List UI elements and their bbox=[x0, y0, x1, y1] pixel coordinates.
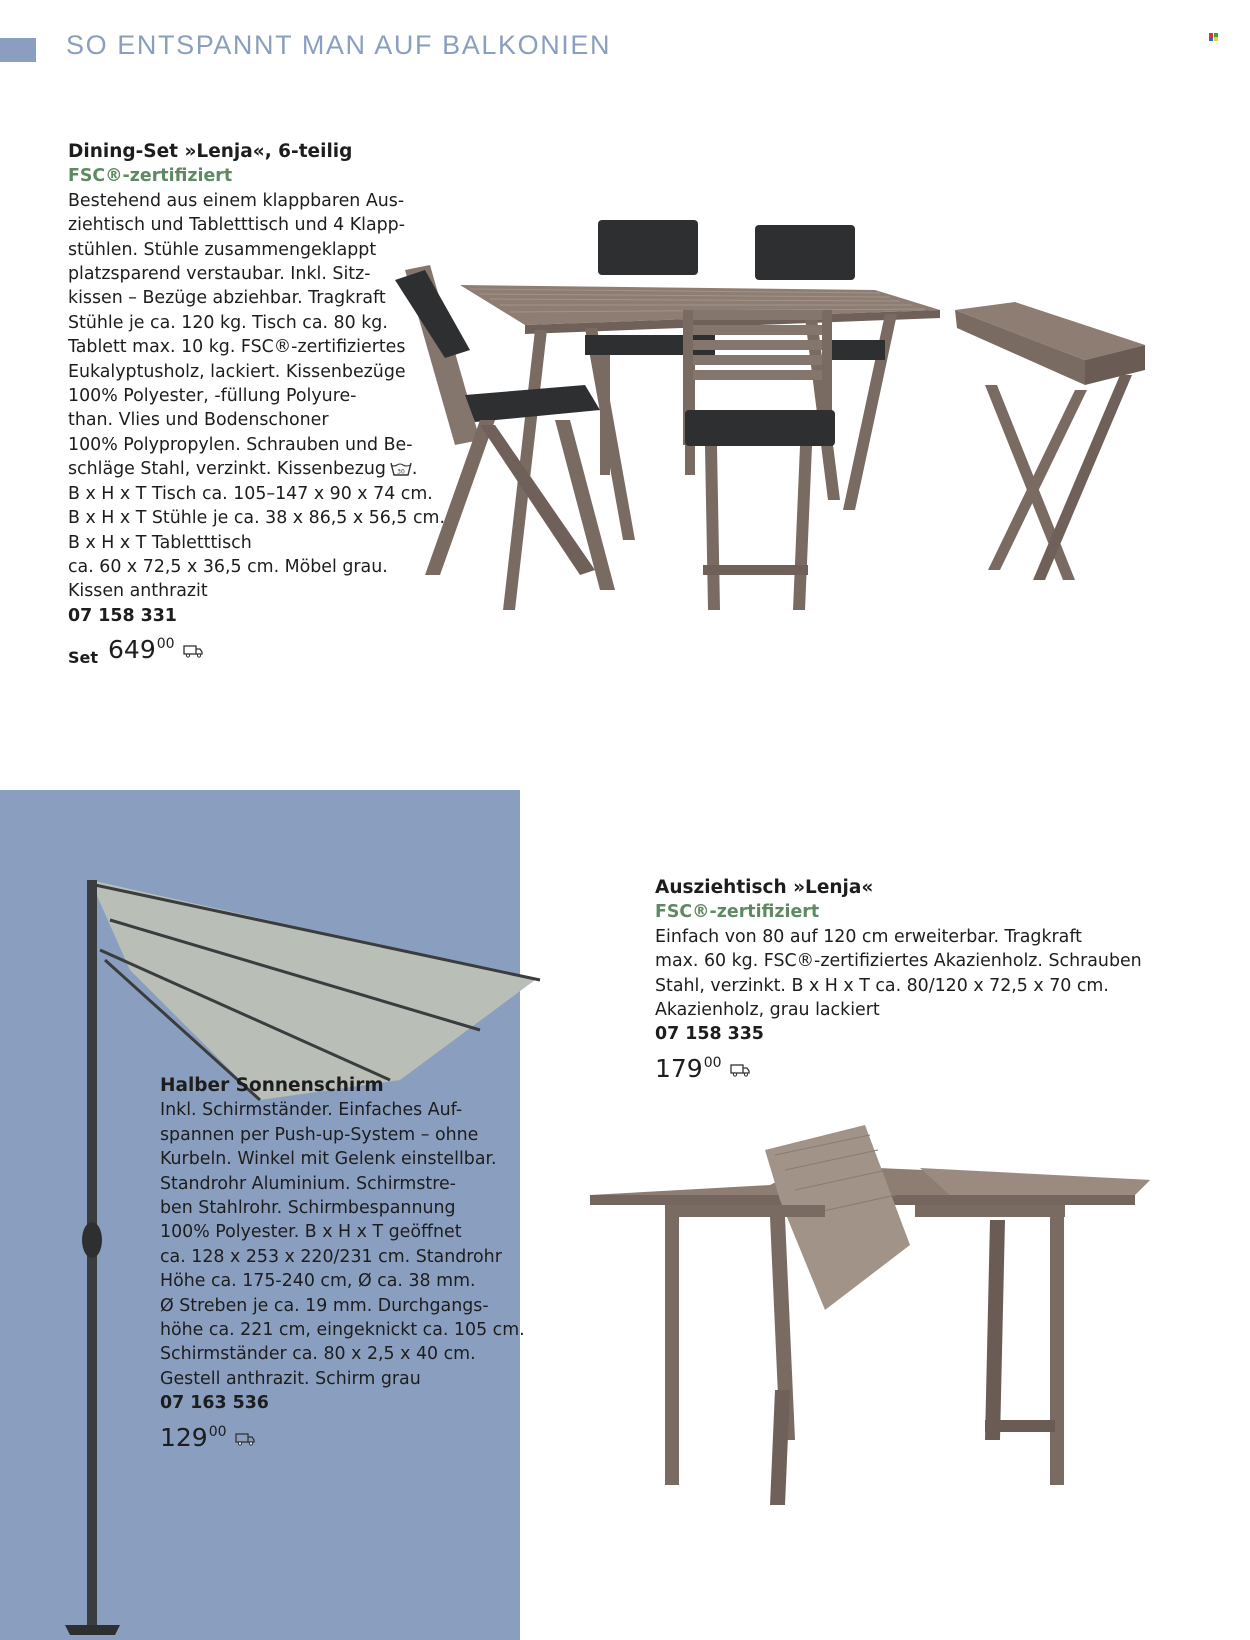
description-line: Ø Streben je ca. 19 mm. Durchgangs- bbox=[160, 1295, 489, 1316]
description-text: . bbox=[411, 459, 418, 480]
description-text: schläge Stahl, verzinkt. Kissenbezug bbox=[68, 459, 386, 480]
price-cents: 00 bbox=[156, 636, 175, 653]
description-line: Kurbeln. Winkel mit Gelenk einstellbar. bbox=[160, 1149, 497, 1170]
description-line: than. Vlies und Bodenschoner bbox=[68, 410, 329, 431]
umbrella-stand bbox=[65, 1625, 120, 1635]
description-line: 100% Polypropylen. Schrauben und Be- bbox=[68, 434, 413, 455]
price-prefix: Set bbox=[68, 648, 99, 668]
delivery-truck-icon bbox=[235, 1432, 255, 1446]
tray-table bbox=[955, 302, 1145, 580]
description-line: Höhe ca. 175-240 cm, Ø ca. 38 mm. bbox=[160, 1271, 476, 1292]
delivery-truck-icon bbox=[183, 644, 203, 658]
description-line: 100% Polyester. B x H x T geöffnet bbox=[160, 1222, 462, 1243]
brand-logo-icon bbox=[1209, 33, 1220, 41]
price-euros: 179 bbox=[655, 1053, 703, 1083]
description-line: platzsparend verstaubar. Inkl. Sitz- bbox=[68, 264, 371, 285]
description-line: Akazienholz, grau lackiert bbox=[655, 1000, 880, 1021]
price bbox=[160, 1424, 525, 1452]
product-title: Halber Sonnenschirm bbox=[160, 1075, 384, 1096]
product-description bbox=[160, 1098, 525, 1391]
description-line: höhe ca. 221 cm, eingeknickt ca. 105 cm. bbox=[160, 1320, 525, 1341]
description-line: Einfach von 80 auf 120 cm erweiterbar. Tragkraft bbox=[655, 926, 1082, 947]
description-line: Inkl. Schirmständer. Einfaches Auf- bbox=[160, 1100, 463, 1121]
description-line: ca. 60 x 72,5 x 36,5 cm. Möbel grau. bbox=[68, 556, 388, 577]
description-line: ziehtisch und Tabletttisch und 4 Klapp- bbox=[68, 215, 405, 236]
description-line: B x H x T Tabletttisch bbox=[68, 532, 252, 553]
product-extension-table bbox=[655, 876, 1142, 1083]
description-line: Gestell anthrazit. Schirm grau bbox=[160, 1368, 421, 1389]
description-line: Eukalyptusholz, lackiert. Kissenbezüge bbox=[68, 361, 406, 382]
fsc-certified-label: FSC®-zertifiziert bbox=[68, 166, 233, 187]
product-title: Dining-Set »Lenja«, 6-teilig bbox=[68, 141, 353, 162]
page-heading: SO ENTSPANNT MAN AUF BALKONIEN bbox=[66, 30, 612, 60]
price-cents: 00 bbox=[703, 1054, 722, 1071]
product-umbrella bbox=[160, 1074, 525, 1452]
chair-front-center bbox=[683, 310, 835, 610]
umbrella-crank bbox=[82, 1222, 102, 1258]
description-line: Stahl, verzinkt. B x H x T ca. 80/120 x 72,5 x 70 cm. bbox=[655, 975, 1109, 996]
product-description bbox=[655, 925, 1142, 1023]
article-number: 07 158 331 bbox=[68, 605, 177, 626]
price-euros: 129 bbox=[160, 1422, 208, 1452]
description-line: Bestehend aus einem klappbaren Aus- bbox=[68, 190, 405, 211]
extension-table-illustration bbox=[590, 1110, 1170, 1530]
description-line: 100% Polyester, -füllung Polyure- bbox=[68, 386, 357, 407]
description-line: B x H x T Stühle je ca. 38 x 86,5 x 56,5 cm. bbox=[68, 508, 445, 529]
description-line: ca. 128 x 253 x 220/231 cm. Standrohr bbox=[160, 1246, 502, 1267]
description-line: Tablett max. 10 kg. FSC®-zertifiziertes bbox=[68, 337, 406, 358]
description-line: Stühle je ca. 120 kg. Tisch ca. 80 kg. bbox=[68, 312, 388, 333]
section-tab-marker bbox=[0, 38, 36, 62]
price bbox=[655, 1055, 1142, 1083]
description-line: Schirmständer ca. 80 x 2,5 x 40 cm. bbox=[160, 1344, 476, 1365]
description-line: B x H x T Tisch ca. 105–147 x 90 x 74 cm. bbox=[68, 483, 433, 504]
article-number: 07 158 335 bbox=[655, 1024, 764, 1045]
price-cents: 00 bbox=[208, 1423, 227, 1440]
dining-set-illustration bbox=[385, 210, 1195, 670]
description-line: stühlen. Stühle zusammengeklappt bbox=[68, 239, 377, 260]
description-line: ben Stahlrohr. Schirmbespannung bbox=[160, 1198, 456, 1219]
price-euros: 649 bbox=[108, 635, 156, 665]
description-line: max. 60 kg. FSC®-zertifiziertes Akazienholz. Schrauben bbox=[655, 951, 1142, 972]
svg-text:30: 30 bbox=[397, 468, 405, 476]
fsc-certified-label: FSC®-zertifiziert bbox=[655, 902, 820, 923]
product-title: Ausziehtisch »Lenja« bbox=[655, 877, 874, 898]
description-line: kissen – Bezüge abziehbar. Tragkraft bbox=[68, 288, 386, 309]
article-number: 07 163 536 bbox=[160, 1393, 269, 1414]
description-line: Standrohr Aluminium. Schirmstre- bbox=[160, 1173, 456, 1194]
description-line: spannen per Push-up-System – ohne bbox=[160, 1124, 479, 1145]
table-top-right bbox=[920, 1168, 1150, 1195]
umbrella-canopy bbox=[90, 880, 535, 1100]
delivery-truck-icon bbox=[730, 1063, 750, 1077]
description-line: Kissen anthrazit bbox=[68, 581, 208, 602]
